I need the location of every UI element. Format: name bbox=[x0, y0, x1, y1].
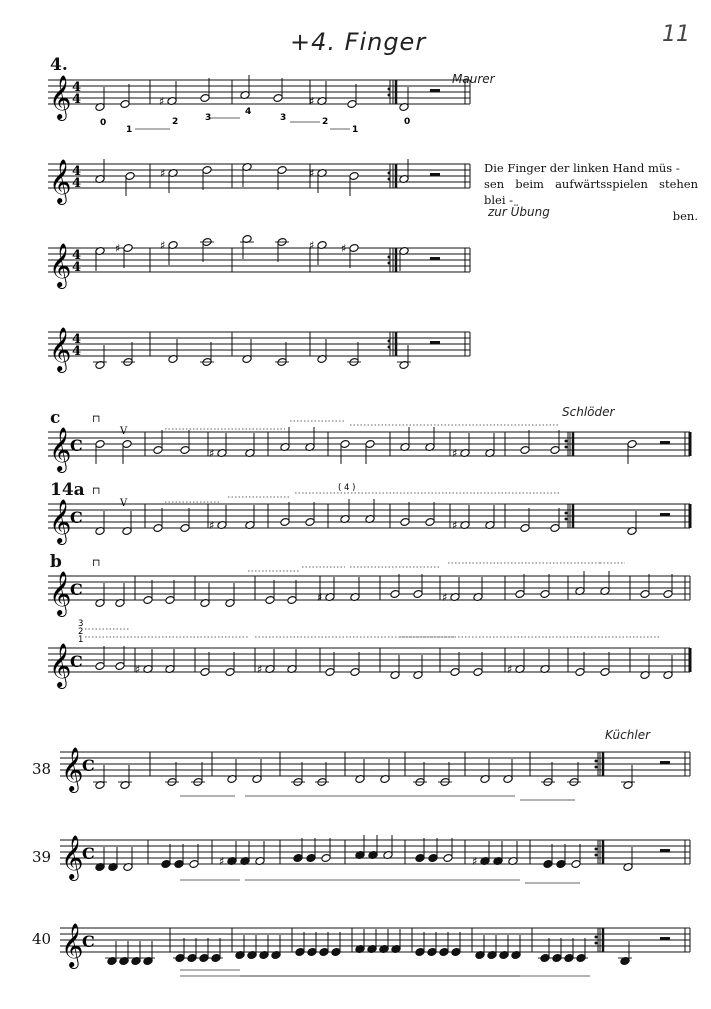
time-signature-bottom: 4 bbox=[72, 92, 82, 107]
treble-clef-icon: 𝄞 bbox=[49, 327, 72, 371]
exercise-label-4: 4. bbox=[50, 55, 68, 75]
repeat-dot bbox=[388, 256, 391, 259]
composer-maurer: Maurer bbox=[452, 72, 495, 86]
repeat-dot bbox=[595, 760, 598, 763]
sharp-icon: ♯ bbox=[309, 239, 315, 252]
common-time-icon: C bbox=[70, 508, 83, 527]
up-bow-icon: V bbox=[120, 426, 128, 437]
handwritten-note: zur Übung bbox=[488, 205, 550, 219]
treble-clef-icon: 𝄞 bbox=[61, 747, 84, 791]
common-time-icon: C bbox=[82, 756, 95, 775]
fingering-3: 3 bbox=[205, 113, 212, 123]
time-signature-top: 4 bbox=[72, 332, 82, 347]
sharp-icon: ♯ bbox=[219, 855, 225, 868]
repeat-dot bbox=[565, 512, 568, 515]
sharp-icon: ♯ bbox=[160, 167, 166, 180]
fingering-1b: 1 bbox=[352, 125, 359, 135]
treble-clef-icon: 𝄞 bbox=[61, 835, 84, 879]
fingering-stack-2: 2 bbox=[78, 627, 84, 637]
sharp-icon: ♯ bbox=[115, 242, 121, 255]
half-rest bbox=[660, 513, 670, 516]
repeat-dot bbox=[595, 766, 598, 769]
fingering-3b: 3 bbox=[280, 113, 287, 123]
exercise-label-40: 40 bbox=[32, 930, 52, 948]
sharp-icon: ♯ bbox=[452, 519, 458, 532]
repeat-dot bbox=[388, 94, 391, 97]
repeat-dot bbox=[388, 340, 391, 343]
sharp-icon: ♯ bbox=[257, 663, 263, 676]
fingering-paren-4: ( 4 ) bbox=[338, 483, 356, 493]
half-rest bbox=[430, 257, 440, 260]
half-rest bbox=[430, 341, 440, 344]
common-time-icon: C bbox=[70, 436, 83, 455]
sharp-icon: ♯ bbox=[317, 591, 323, 604]
treble-clef-icon: 𝄞 bbox=[49, 571, 72, 615]
repeat-dot bbox=[595, 936, 598, 939]
exercise-label-c: c bbox=[50, 408, 61, 428]
down-bow-icon: ⊓ bbox=[92, 558, 101, 569]
sharp-icon: ♯ bbox=[209, 447, 215, 460]
time-signature-top: 4 bbox=[72, 164, 82, 179]
repeat-dot bbox=[388, 172, 391, 175]
repeat-dot bbox=[388, 178, 391, 181]
common-time-icon: C bbox=[82, 932, 95, 951]
treble-clef-icon: 𝄞 bbox=[49, 75, 72, 119]
repeat-dot bbox=[595, 854, 598, 857]
composer-kuechler: Küchler bbox=[605, 728, 651, 742]
instruction-line-2: sen beim aufwärtsspielen stehen blei - bbox=[484, 177, 698, 207]
sharp-icon: ♯ bbox=[452, 447, 458, 460]
exercise-label-14a: 14a bbox=[50, 480, 85, 500]
composer-schloeder: Schlöder bbox=[562, 405, 615, 419]
time-signature-bottom: 4 bbox=[72, 176, 82, 191]
down-bow-icon: ⊓ bbox=[92, 414, 101, 425]
treble-clef-icon: 𝄞 bbox=[49, 427, 72, 471]
sharp-icon: ♯ bbox=[209, 519, 215, 532]
repeat-dot bbox=[565, 518, 568, 521]
half-rest bbox=[660, 849, 670, 852]
fingering-1: 1 bbox=[126, 125, 133, 135]
fingering-2b: 2 bbox=[322, 117, 329, 127]
fingering-stack-1: 1 bbox=[78, 635, 84, 645]
treble-clef-icon: 𝄞 bbox=[49, 159, 72, 203]
sharp-icon: ♯ bbox=[309, 95, 315, 108]
common-time-icon: C bbox=[70, 652, 83, 671]
staff-systems bbox=[48, 75, 690, 976]
sharp-icon: ♯ bbox=[507, 663, 513, 676]
time-signature-top: 4 bbox=[72, 248, 82, 263]
down-bow-icon: ⊓ bbox=[92, 486, 101, 497]
repeat-dot bbox=[388, 346, 391, 349]
repeat-dot bbox=[388, 88, 391, 91]
fingering-4: 4 bbox=[245, 107, 252, 117]
page-number: 11 bbox=[662, 22, 690, 47]
sharp-icon: ♯ bbox=[309, 167, 315, 180]
fingering-2: 2 bbox=[172, 117, 179, 127]
time-signature-top: 4 bbox=[72, 80, 82, 95]
treble-clef-icon: 𝄞 bbox=[61, 923, 84, 967]
up-bow-icon: V bbox=[120, 498, 128, 509]
page-title: +4. Finger bbox=[290, 28, 427, 56]
half-rest bbox=[430, 89, 440, 92]
common-time-icon: C bbox=[82, 844, 95, 863]
sharp-icon: ♯ bbox=[341, 242, 347, 255]
half-rest bbox=[660, 441, 670, 444]
repeat-dot bbox=[388, 262, 391, 265]
repeat-dot bbox=[595, 848, 598, 851]
fingering-0: 0 bbox=[100, 118, 107, 128]
time-signature-bottom: 4 bbox=[72, 260, 82, 275]
instruction-line-1: Die Finger der linken Hand müs - bbox=[484, 161, 680, 175]
treble-clef-icon: 𝄞 bbox=[49, 643, 72, 687]
fingering-stack-3: 3 bbox=[78, 619, 84, 629]
half-rest bbox=[660, 937, 670, 940]
treble-clef-icon: 𝄞 bbox=[49, 499, 72, 543]
repeat-dot bbox=[565, 440, 568, 443]
exercise-label-b: b bbox=[50, 552, 62, 572]
sharp-icon: ♯ bbox=[442, 591, 448, 604]
sharp-icon: ♯ bbox=[135, 663, 141, 676]
half-rest bbox=[660, 761, 670, 764]
treble-clef-icon: 𝄞 bbox=[49, 243, 72, 287]
sharp-icon: ♯ bbox=[159, 95, 165, 108]
common-time-icon: C bbox=[70, 580, 83, 599]
sharp-icon: ♯ bbox=[160, 239, 166, 252]
instruction-line-3: ben. bbox=[672, 209, 698, 223]
time-signature-bottom: 4 bbox=[72, 344, 82, 359]
half-rest bbox=[430, 173, 440, 176]
exercise-label-38: 38 bbox=[32, 760, 52, 778]
exercise-label-39: 39 bbox=[32, 848, 52, 866]
repeat-dot bbox=[565, 446, 568, 449]
repeat-dot bbox=[595, 942, 598, 945]
fingering-0b: 0 bbox=[404, 117, 411, 127]
sharp-icon: ♯ bbox=[472, 855, 478, 868]
